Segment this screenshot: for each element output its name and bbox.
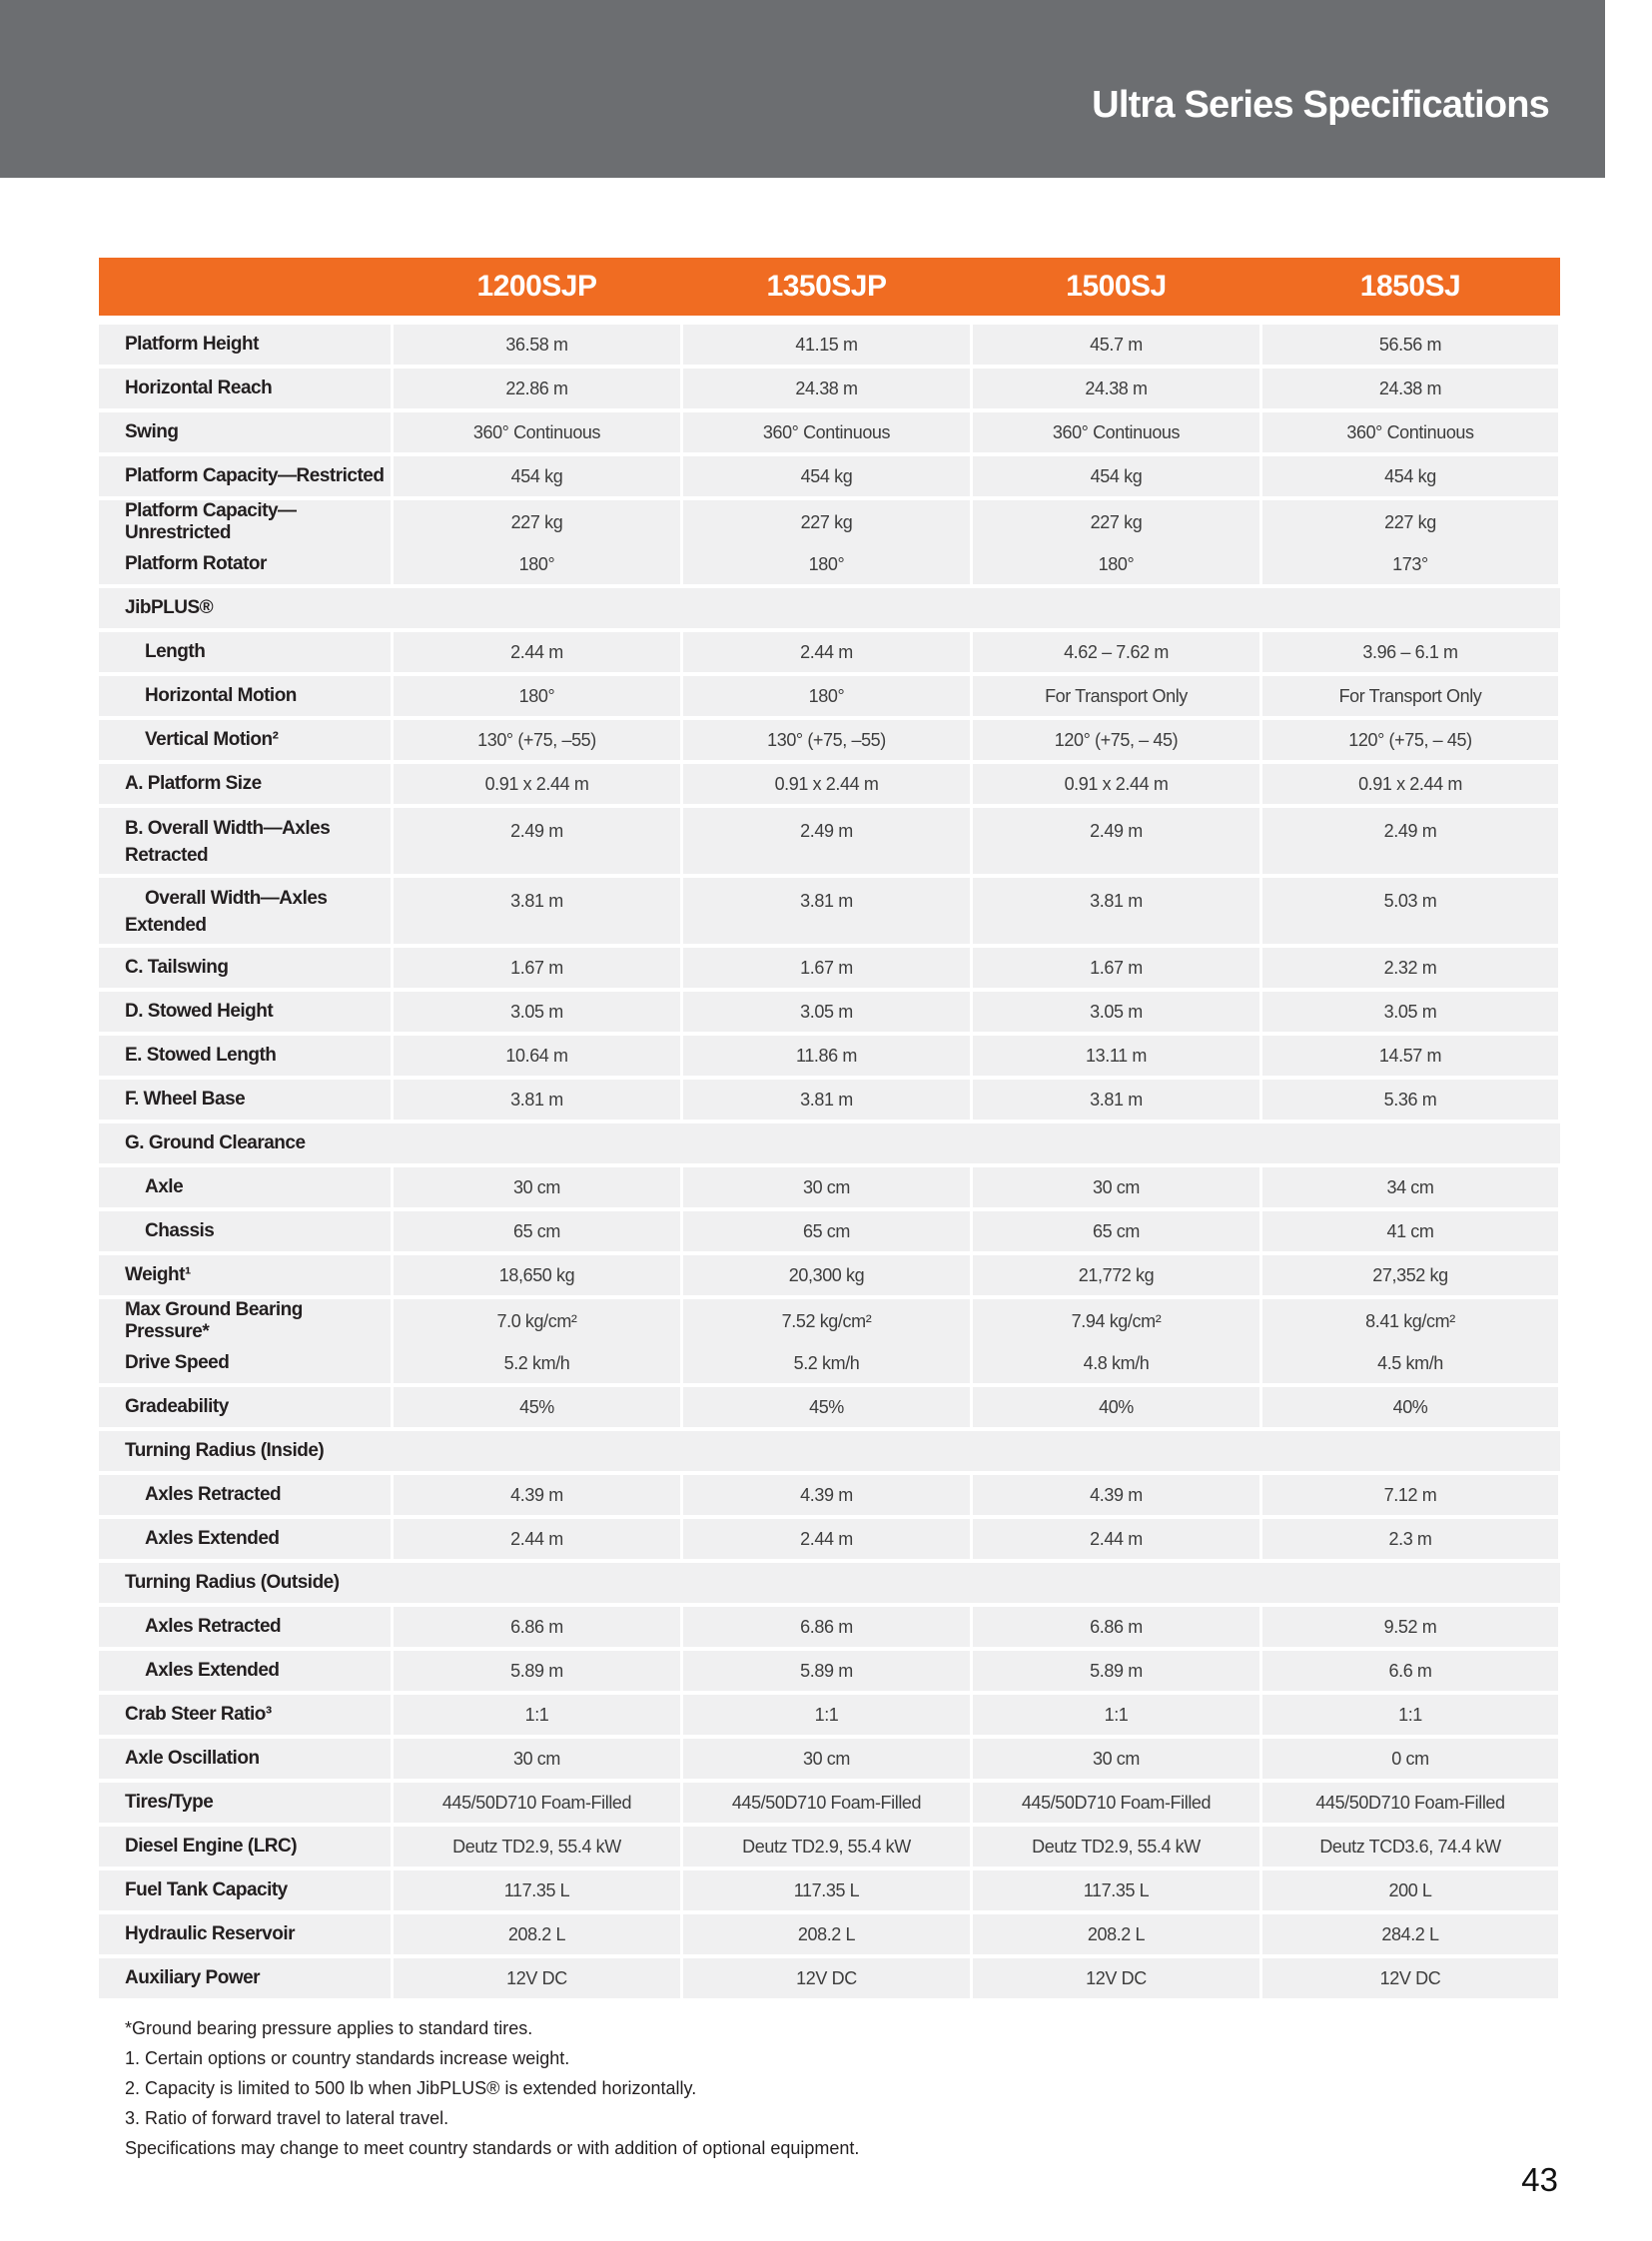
table-row [99,500,1560,543]
spec-label: Axles Retracted [99,1607,391,1647]
spec-label: Platform Height [99,325,391,365]
spec-value: 3.05 m [683,992,970,1032]
table-row [99,1475,1560,1515]
table-row [99,1167,1560,1207]
spec-value: 4.39 m [394,1475,680,1515]
spec-value: 0.91 x 2.44 m [1262,764,1558,804]
table-row [99,1255,1560,1295]
spec-value: 5.89 m [394,1651,680,1691]
spec-value: 360° Continuous [683,412,970,452]
spec-value: 8.41 kg/cm² [1262,1299,1558,1343]
spec-value: 40% [1262,1387,1558,1427]
section-row [99,588,1560,628]
spec-value: 208.2 L [394,1914,680,1954]
spec-label: Drive Speed [99,1343,391,1383]
spec-label: Horizontal Reach [99,369,391,408]
footnote-line: 3. Ratio of forward travel to lateral travel. [125,2108,449,2128]
spec-value: 1.67 m [394,948,680,988]
spec-value: 5.36 m [1262,1080,1558,1120]
spec-label: Axle [99,1167,391,1207]
footnote-line: *Ground bearing pressure applies to standard tires. [125,2018,533,2038]
spec-value: 3.81 m [683,878,970,944]
table-row [99,1299,1560,1342]
spec-value: 24.38 m [1262,369,1558,408]
section-row [99,1563,1560,1603]
spec-value: 30 cm [973,1739,1259,1779]
table-row [99,1211,1560,1251]
spec-value: 2.44 m [683,1519,970,1559]
spec-value: 2.3 m [1262,1519,1558,1559]
footnotes [125,2013,859,2163]
spec-value: 4.62 – 7.62 m [973,632,1259,672]
spec-value: 12V DC [394,1958,680,1998]
spec-value: 2.44 m [973,1519,1259,1559]
spec-label: Axles Extended [99,1519,391,1559]
column-header-1500sj: 1500SJ [1066,270,1167,303]
spec-label: Hydraulic Reservoir [99,1914,391,1954]
spec-value: 5.89 m [973,1651,1259,1691]
spec-value: 3.81 m [394,878,680,944]
spec-label: Vertical Motion² [99,720,391,760]
spec-label: Auxiliary Power [99,1958,391,1998]
spec-value: 4.39 m [973,1475,1259,1515]
spec-value: 454 kg [973,456,1259,496]
spec-value: 117.35 L [973,1870,1259,1910]
table-row [99,676,1560,716]
spec-value: 1:1 [973,1695,1259,1735]
page-number: 43 [1521,2161,1558,2198]
spec-value: 120° (+75, – 45) [1262,720,1558,760]
spec-value: 3.81 m [394,1080,680,1120]
spec-value: 10.64 m [394,1036,680,1076]
spec-value: Deutz TD2.9, 55.4 kW [973,1827,1259,1867]
spec-value: 36.58 m [394,325,680,365]
spec-value: 2.44 m [394,632,680,672]
spec-value: 1:1 [394,1695,680,1735]
spec-value: 45.7 m [973,325,1259,365]
spec-label: C. Tailswing [99,948,391,988]
spec-label: Platform Capacity—Unrestricted [99,500,391,544]
spec-value: 4.39 m [683,1475,970,1515]
spec-value: 3.05 m [973,992,1259,1032]
spec-value: 180° [683,544,970,584]
spec-value: 6.86 m [973,1607,1259,1647]
spec-value: 27,352 kg [1262,1255,1558,1295]
table-row [99,1739,1560,1779]
spec-value: Deutz TCD3.6, 74.4 kW [1262,1827,1558,1867]
spec-value: 454 kg [394,456,680,496]
page-title: Ultra Series Specifications [1092,84,1549,126]
spec-value: 180° [394,676,680,716]
spec-value: 284.2 L [1262,1914,1558,1954]
table-row [99,1695,1560,1735]
spec-value: 445/50D710 Foam-Filled [683,1783,970,1823]
spec-value: 3.81 m [973,878,1259,944]
table-row [99,456,1560,496]
spec-value: 0.91 x 2.44 m [973,764,1259,804]
table-row [99,1080,1560,1120]
spec-value: 65 cm [394,1211,680,1251]
spec-value: 454 kg [683,456,970,496]
spec-value: 227 kg [1262,500,1558,544]
spec-label: Platform Rotator [99,544,391,584]
spec-value: 227 kg [394,500,680,544]
spec-value: 180° [973,544,1259,584]
spec-value: 0 cm [1262,1739,1558,1779]
spec-value: 30 cm [683,1739,970,1779]
spec-value: 5.03 m [1262,878,1558,944]
spec-value: 34 cm [1262,1167,1558,1207]
spec-value: 30 cm [683,1167,970,1207]
spec-value: 454 kg [1262,456,1558,496]
column-header-1200sjp: 1200SJP [476,270,597,303]
table-row [99,1783,1560,1823]
spec-value: 445/50D710 Foam-Filled [394,1783,680,1823]
spec-value: 180° [394,544,680,584]
spec-label: Gradeability [99,1387,391,1427]
spec-value: 45% [683,1387,970,1427]
spec-label: Chassis [99,1211,391,1251]
spec-value: 117.35 L [683,1870,970,1910]
spec-value: 6.86 m [394,1607,680,1647]
spec-label: Crab Steer Ratio³ [99,1695,391,1735]
spec-value: 18,650 kg [394,1255,680,1295]
spec-value: 2.49 m [1262,808,1558,874]
table-row [99,992,1560,1032]
spec-value: 227 kg [973,500,1259,544]
spec-value: Deutz TD2.9, 55.4 kW [683,1827,970,1867]
spec-value: 4.5 km/h [1262,1343,1558,1383]
spec-table [99,258,1560,2002]
section-label: Turning Radius (Inside) [125,1440,325,1461]
spec-value: 130° (+75, –55) [683,720,970,760]
spec-value: 1:1 [683,1695,970,1735]
table-header-row [99,258,1560,316]
table-row [99,808,1560,874]
spec-label: A. Platform Size [99,764,391,804]
spec-value: 12V DC [1262,1958,1558,1998]
footnote-line: 2. Capacity is limited to 500 lb when JibPLUS® is extended horizontally. [125,2078,697,2098]
spec-label: Tires/Type [99,1783,391,1823]
spec-label: Platform Capacity—Restricted [99,456,391,496]
spec-value: 3.05 m [1262,992,1558,1032]
table-row [99,1914,1560,1954]
spec-label: Axle Oscillation [99,1739,391,1779]
spec-value: 12V DC [973,1958,1259,1998]
table-row [99,948,1560,988]
spec-value: Deutz TD2.9, 55.4 kW [394,1827,680,1867]
spec-value: 208.2 L [683,1914,970,1954]
spec-value: 3.96 – 6.1 m [1262,632,1558,672]
table-row [99,720,1560,760]
spec-value: 445/50D710 Foam-Filled [1262,1783,1558,1823]
spec-value: 9.52 m [1262,1607,1558,1647]
spec-value: 30 cm [973,1167,1259,1207]
table-body [99,325,1560,1998]
spec-value: 20,300 kg [683,1255,970,1295]
spec-value: 7.0 kg/cm² [394,1299,680,1343]
spec-label: Axles Retracted [99,1475,391,1515]
spec-value: 1.67 m [683,948,970,988]
spec-value: 7.52 kg/cm² [683,1299,970,1343]
spec-value: 3.81 m [683,1080,970,1120]
table-row [99,632,1560,672]
table-row [99,1870,1560,1910]
spec-value: 12V DC [683,1958,970,1998]
table-row [99,325,1560,365]
spec-value: 5.2 km/h [683,1343,970,1383]
section-label: JibPLUS® [125,597,214,618]
spec-value: For Transport Only [1262,676,1558,716]
spec-label: Axles Extended [99,1651,391,1691]
spec-label: Max Ground Bearing Pressure* [99,1299,391,1343]
spec-label: Swing [99,412,391,452]
footnote-line: Specifications may change to meet country standards or with addition of optional equipment. [125,2138,860,2158]
spec-value: 65 cm [683,1211,970,1251]
spec-value: 41 cm [1262,1211,1558,1251]
spec-value: 2.32 m [1262,948,1558,988]
table-row [99,878,1560,944]
spec-value: 13.11 m [973,1036,1259,1076]
spec-value: 11.86 m [683,1036,970,1076]
spec-label: Overall Width—Axles Extended [99,878,391,944]
table-row [99,369,1560,408]
spec-value: 40% [973,1387,1259,1427]
section-label: G. Ground Clearance [125,1132,306,1153]
table-row [99,1607,1560,1647]
table-row [99,1387,1560,1427]
spec-value: 56.56 m [1262,325,1558,365]
spec-value: 130° (+75, –55) [394,720,680,760]
spec-value: 14.57 m [1262,1036,1558,1076]
spec-label: B. Overall Width—Axles Retracted [99,808,391,874]
table-row [99,412,1560,452]
spec-label: E. Stowed Length [99,1036,391,1076]
spec-value: 360° Continuous [1262,412,1558,452]
section-row [99,1431,1560,1471]
spec-value: 7.12 m [1262,1475,1558,1515]
table-row [99,1827,1560,1867]
spec-value: 65 cm [973,1211,1259,1251]
spec-value: 117.35 L [394,1870,680,1910]
spec-value: 1.67 m [973,948,1259,988]
spec-value: 2.44 m [394,1519,680,1559]
section-label: Turning Radius (Outside) [125,1572,340,1593]
spec-value: 41.15 m [683,325,970,365]
spec-value: 4.8 km/h [973,1343,1259,1383]
spec-label: D. Stowed Height [99,992,391,1032]
spec-value: 445/50D710 Foam-Filled [973,1783,1259,1823]
spec-value: 30 cm [394,1167,680,1207]
spec-value: 227 kg [683,500,970,544]
spec-value: 180° [683,676,970,716]
spec-label: F. Wheel Base [99,1080,391,1120]
spec-value: 3.05 m [394,992,680,1032]
spec-value: 120° (+75, – 45) [973,720,1259,760]
spec-value: 22.86 m [394,369,680,408]
spec-value: 173° [1262,544,1558,584]
spec-value: 2.49 m [394,808,680,874]
table-row [99,544,1560,584]
spec-value: 200 L [1262,1870,1558,1910]
spec-value: 2.44 m [683,632,970,672]
spec-value: 0.91 x 2.44 m [394,764,680,804]
spec-value: 7.94 kg/cm² [973,1299,1259,1343]
spec-value: 2.49 m [973,808,1259,874]
spec-value: 208.2 L [973,1914,1259,1954]
spec-value: 30 cm [394,1739,680,1779]
footnote-line: 1. Certain options or country standards increase weight. [125,2048,570,2068]
spec-value: 21,772 kg [973,1255,1259,1295]
spec-label: Fuel Tank Capacity [99,1870,391,1910]
spec-value: 24.38 m [973,369,1259,408]
spec-value: 1:1 [1262,1695,1558,1735]
spec-value: 5.2 km/h [394,1343,680,1383]
spec-value: 5.89 m [683,1651,970,1691]
table-row [99,1036,1560,1076]
column-header-1350sjp: 1350SJP [766,270,887,303]
spec-label: Diesel Engine (LRC) [99,1827,391,1867]
table-row [99,1958,1560,1998]
table-row [99,764,1560,804]
spec-value: 360° Continuous [394,412,680,452]
table-row [99,1343,1560,1383]
spec-value: 45% [394,1387,680,1427]
spec-value: 6.86 m [683,1607,970,1647]
column-header-1850sj: 1850SJ [1359,270,1461,303]
spec-label: Weight¹ [99,1255,391,1295]
spec-value: 3.81 m [973,1080,1259,1120]
table-header-corner [99,258,391,316]
section-row [99,1123,1560,1163]
table-row [99,1519,1560,1559]
table-row [99,1651,1560,1691]
spec-value: 24.38 m [683,369,970,408]
spec-label: Length [99,632,391,672]
spec-value: For Transport Only [973,676,1259,716]
spec-value: 6.6 m [1262,1651,1558,1691]
spec-label: Horizontal Motion [99,676,391,716]
spec-value: 2.49 m [683,808,970,874]
spec-value: 0.91 x 2.44 m [683,764,970,804]
spec-value: 360° Continuous [973,412,1259,452]
